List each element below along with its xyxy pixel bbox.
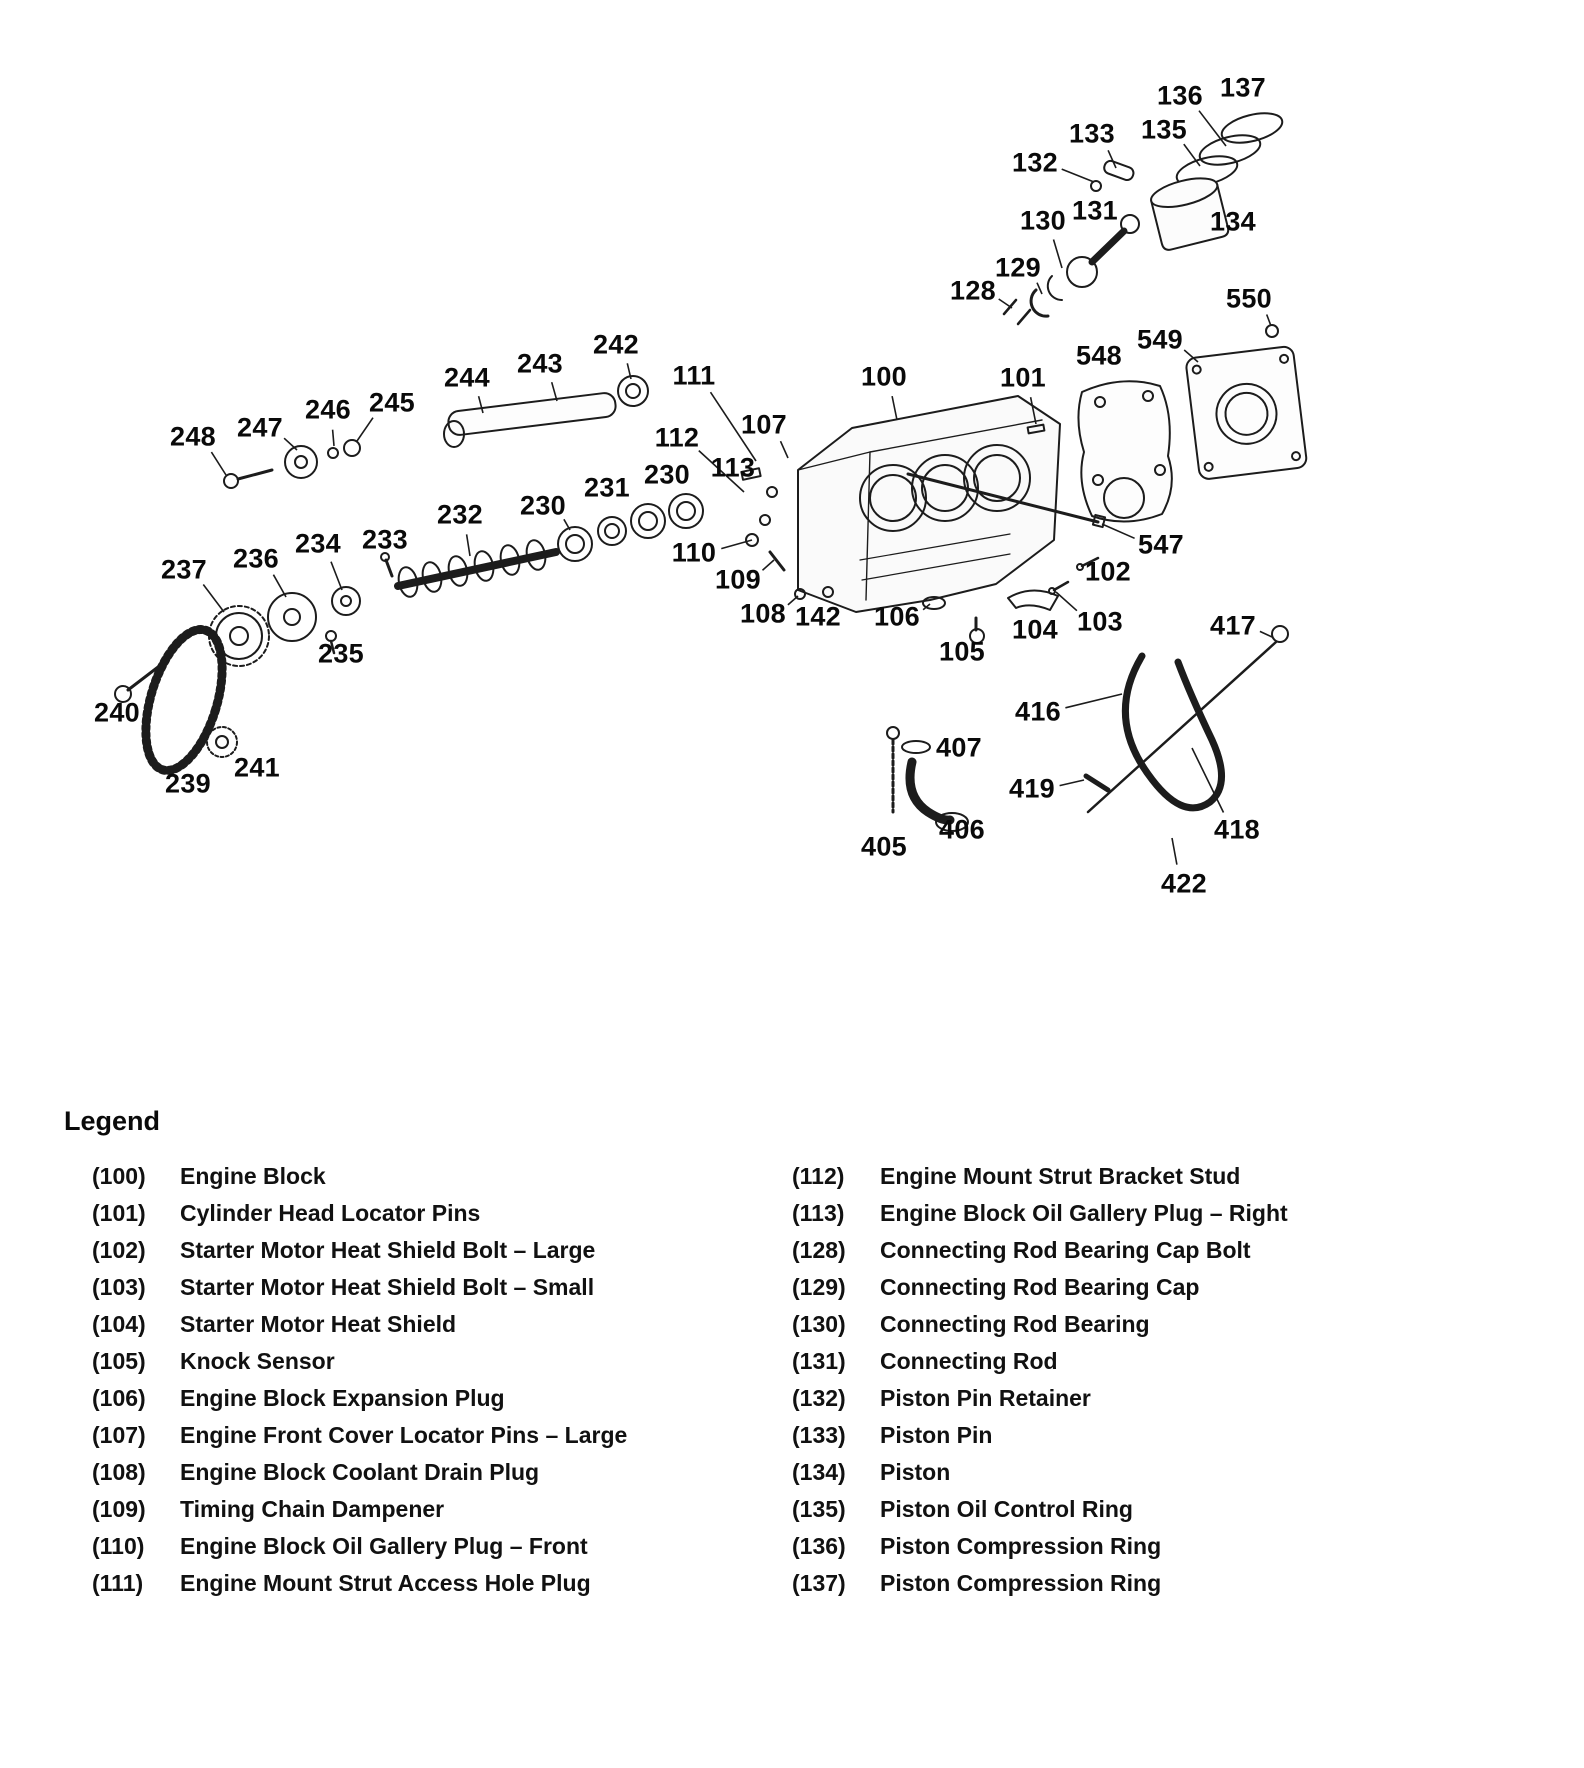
part-callout-419: 419 [1009, 773, 1055, 804]
legend-item-number: (137) [792, 1570, 846, 1596]
part-callout-407: 407 [936, 732, 982, 763]
legend-item-number: (134) [792, 1459, 846, 1485]
callout-leader-line [1062, 169, 1094, 182]
callout-leader-line [331, 562, 342, 590]
callout-leader-line [1260, 631, 1272, 637]
part-callout-128: 128 [950, 275, 996, 306]
part-callout-104: 104 [1012, 614, 1058, 645]
part-callout-230: 230 [520, 490, 566, 521]
part-callout-235: 235 [318, 638, 364, 669]
part-callout-550: 550 [1226, 283, 1272, 314]
legend-item-number: (109) [92, 1496, 146, 1522]
callout-leader-line [479, 396, 483, 413]
callout-leader-line [1056, 592, 1077, 611]
legend-item-number: (101) [92, 1200, 146, 1226]
part-callout-232: 232 [437, 499, 483, 530]
legend-item [92, 1163, 764, 1190]
legend-item-number: (103) [92, 1274, 146, 1300]
legend-item-number: (133) [792, 1422, 846, 1448]
legend-item-name: Engine Mount Strut Access Hole Plug [180, 1570, 591, 1596]
part-callout-129: 129 [995, 252, 1041, 283]
part-callout-106: 106 [874, 601, 920, 632]
callout-leader-line [1065, 694, 1122, 708]
legend-item-name: Connecting Rod Bearing [880, 1311, 1150, 1337]
legend-item-number: (128) [792, 1237, 846, 1263]
part-callout-113: 113 [710, 452, 756, 483]
legend-item [792, 1496, 1464, 1523]
part-callout-548: 548 [1076, 340, 1122, 371]
part-callout-110: 110 [671, 537, 717, 568]
part-callout-549: 549 [1137, 324, 1183, 355]
part-callout-417: 417 [1210, 610, 1256, 641]
callout-leader-line [1108, 150, 1116, 168]
legend-item [92, 1237, 764, 1264]
legend-item [792, 1533, 1464, 1560]
legend-item-number: (108) [92, 1459, 146, 1485]
legend-item-name: Engine Front Cover Locator Pins – Large [180, 1422, 628, 1448]
callout-leader-line [1060, 780, 1084, 786]
callout-leader-line [999, 299, 1012, 308]
legend-item-name: Starter Motor Heat Shield Bolt – Large [180, 1237, 596, 1263]
callout-leader-line [1031, 397, 1036, 424]
callout-leader-line [1172, 838, 1177, 865]
legend-item [92, 1422, 764, 1449]
part-callout-107: 107 [741, 409, 787, 440]
callout-leader-line [1192, 748, 1224, 813]
legend-column-left [64, 1163, 764, 1607]
part-callout-109: 109 [715, 564, 761, 595]
legend-item-name: Engine Mount Strut Bracket Stud [880, 1163, 1241, 1189]
part-callout-131: 131 [1072, 195, 1118, 226]
legend-item [92, 1200, 764, 1227]
legend-item [92, 1348, 764, 1375]
part-callout-136: 136 [1157, 80, 1203, 111]
legend-item-number: (132) [792, 1385, 846, 1411]
callout-leader-line [552, 382, 557, 401]
part-callout-100: 100 [861, 361, 907, 392]
legend-item-name: Piston Compression Ring [880, 1570, 1162, 1596]
part-callout-246: 246 [305, 394, 351, 425]
part-callout-133: 133 [1069, 118, 1115, 149]
legend-item [92, 1459, 764, 1486]
part-callout-237: 237 [161, 554, 207, 585]
legend-item [792, 1570, 1464, 1597]
legend-item-name: Engine Block Expansion Plug [180, 1385, 505, 1411]
callout-leader-line [1184, 144, 1200, 166]
legend-item-name: Piston Pin Retainer [880, 1385, 1091, 1411]
legend-item-number: (106) [92, 1385, 146, 1411]
part-callout-111: 111 [672, 360, 716, 391]
legend-item-number: (107) [92, 1422, 146, 1448]
part-callout-137: 137 [1220, 72, 1266, 103]
callout-leader-line [892, 396, 897, 420]
callout-leader-line [721, 540, 752, 549]
callout-leader-line [1102, 524, 1135, 538]
part-callout-130: 130 [1020, 205, 1066, 236]
part-callout-416: 416 [1015, 696, 1061, 727]
part-callout-418: 418 [1214, 814, 1260, 845]
legend-item [792, 1422, 1464, 1449]
legend-item-name: Cylinder Head Locator Pins [180, 1200, 481, 1226]
legend-item-name: Knock Sensor [180, 1348, 335, 1374]
legend-item [92, 1385, 764, 1412]
legend-item [792, 1385, 1464, 1412]
legend-item-number: (104) [92, 1311, 146, 1337]
legend-item-name: Piston [880, 1459, 951, 1485]
part-callout-108: 108 [740, 598, 786, 629]
part-callout-102: 102 [1085, 556, 1131, 587]
part-callout-244: 244 [444, 362, 490, 393]
part-callout-248: 248 [170, 421, 216, 452]
part-callout-101: 101 [1000, 362, 1046, 393]
legend-item-number: (129) [792, 1274, 846, 1300]
legend-title: Legend [64, 1106, 161, 1136]
part-callout-142: 142 [795, 601, 841, 632]
part-callout-234: 234 [295, 528, 341, 559]
legend-item [792, 1274, 1464, 1301]
callout-leader-line [1267, 315, 1271, 327]
legend-item [792, 1237, 1464, 1264]
legend-item-name: Engine Block Oil Gallery Plug – Right [880, 1200, 1288, 1226]
legend-item-name: Engine Block [180, 1163, 326, 1189]
callout-leader-line [1184, 350, 1198, 362]
callout-leader-line [273, 575, 286, 597]
legend-item-number: (112) [792, 1163, 845, 1189]
part-callout-247: 247 [237, 412, 283, 443]
legend-item [792, 1311, 1464, 1338]
legend-item-name: Connecting Rod [880, 1348, 1058, 1374]
legend-item-number: (136) [792, 1533, 846, 1559]
callout-leader-line [923, 604, 930, 610]
callout-leader-line [1054, 240, 1063, 269]
part-callout-236: 236 [233, 543, 279, 574]
part-callout-231: 231 [584, 472, 630, 503]
part-callout-230: 230 [644, 459, 690, 490]
legend-item-number: (130) [792, 1311, 846, 1337]
legend-item [92, 1311, 764, 1338]
part-callout-135: 135 [1141, 114, 1187, 145]
part-callout-243: 243 [517, 348, 563, 379]
legend-item-name: Piston Oil Control Ring [880, 1496, 1133, 1522]
part-callout-105: 105 [939, 636, 985, 667]
callout-leader-line [357, 418, 373, 441]
legend-item [92, 1274, 764, 1301]
legend-item-number: (111) [92, 1570, 144, 1596]
legend-item-number: (131) [792, 1348, 846, 1374]
legend-item-number: (113) [792, 1200, 845, 1226]
callout-leader-line [781, 441, 789, 458]
legend-column-right [764, 1163, 1464, 1607]
callout-leader-line [211, 452, 226, 475]
part-callout-233: 233 [362, 524, 408, 555]
part-callout-241: 241 [234, 752, 280, 783]
callout-leader-line [284, 438, 297, 450]
legend-item-number: (105) [92, 1348, 146, 1374]
callout-leader-line [627, 363, 631, 379]
part-callout-406: 406 [939, 814, 985, 845]
legend-item-name: Connecting Rod Bearing Cap [880, 1274, 1200, 1300]
callout-leader-line [763, 560, 775, 570]
part-callout-112: 112 [654, 422, 700, 453]
callout-leader-line [1037, 283, 1042, 294]
legend-item-number: (135) [792, 1496, 846, 1522]
legend-columns [64, 1163, 1584, 1607]
part-callout-547: 547 [1138, 529, 1184, 560]
part-callout-242: 242 [593, 329, 639, 360]
part-callout-239: 239 [165, 768, 211, 799]
legend-item [92, 1570, 764, 1597]
callout-leader-line [1199, 111, 1226, 146]
legend-item-number: (100) [92, 1163, 146, 1189]
callout-leader-line [333, 430, 334, 446]
legend-item-name: Engine Block Oil Gallery Plug – Front [180, 1533, 588, 1559]
part-callout-422: 422 [1161, 868, 1207, 899]
legend-item [792, 1200, 1464, 1227]
legend-item [792, 1459, 1464, 1486]
part-callout-103: 103 [1077, 606, 1123, 637]
part-callout-245: 245 [369, 387, 415, 418]
legend-item-number: (110) [92, 1533, 145, 1559]
legend-item-name: Connecting Rod Bearing Cap Bolt [880, 1237, 1251, 1263]
part-callout-240: 240 [94, 697, 140, 728]
part-callout-405: 405 [861, 831, 907, 862]
legend-item [792, 1348, 1464, 1375]
legend-section [0, 1060, 1584, 1607]
legend-item [792, 1163, 1464, 1190]
legend-item [92, 1496, 764, 1523]
legend-item-name: Engine Block Coolant Drain Plug [180, 1459, 540, 1485]
callout-leader-line [467, 534, 470, 556]
legend-item-name: Piston Pin [880, 1422, 993, 1448]
legend-item [92, 1533, 764, 1560]
part-callout-132: 132 [1012, 147, 1058, 178]
legend-item-name: Piston Compression Ring [880, 1533, 1162, 1559]
part-callout-134: 134 [1210, 206, 1256, 237]
legend-item-name: Timing Chain Dampener [180, 1496, 445, 1522]
legend-item-name: Starter Motor Heat Shield [180, 1311, 457, 1337]
legend-item-number: (102) [92, 1237, 146, 1263]
legend-item-name: Starter Motor Heat Shield Bolt – Small [180, 1274, 595, 1300]
callout-leader-line [203, 585, 224, 613]
